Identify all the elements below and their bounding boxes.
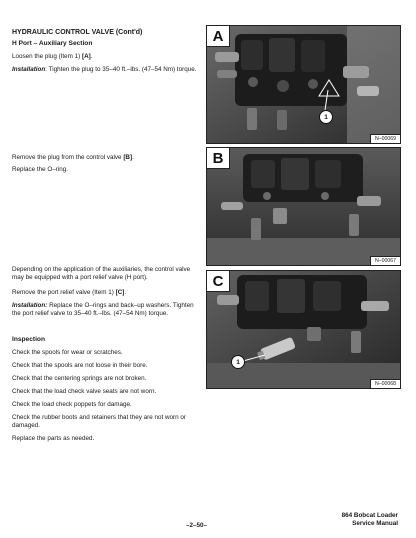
step-text-end: . — [90, 53, 93, 60]
step-text-end: . — [132, 154, 134, 161]
figure-a-photo — [206, 25, 401, 144]
step-text: Remove the port relief valve (Item 1) — [12, 289, 116, 296]
installation-label: Installation: — [12, 302, 48, 309]
step-text-end: . — [124, 289, 127, 296]
inspection-item: Check that the centering springs are not broken. — [12, 375, 147, 382]
step-install-plug — [12, 66, 204, 74]
figure-code-b: N–00067 — [370, 256, 400, 265]
footer-model — [342, 512, 398, 527]
footer-model-name: 864 Bobcat Loader — [341, 512, 398, 519]
page-title: HYDRAULIC CONTROL VALVE (Cont'd) — [12, 29, 143, 36]
inspection-item: Check the rubber boots and retainers that they are not worn or damaged. — [12, 414, 186, 429]
inspection-heading: Inspection — [12, 336, 45, 343]
control-valve-photo-a — [207, 26, 400, 143]
inspection-item: Check the spools for wear or scratches. — [12, 349, 123, 356]
page-number: –2–50– — [186, 522, 208, 529]
figure-b-photo — [206, 147, 401, 266]
step-text: Loosen the plug (Item 1) — [12, 53, 83, 60]
inspection-item: Replace the parts as needed. — [12, 435, 95, 442]
installation-label: Installation — [12, 66, 46, 73]
figure-letter-c: C — [207, 271, 230, 292]
figure-code-c: N–00068 — [370, 379, 400, 388]
figure-c-photo — [206, 270, 401, 389]
step-text: : Tighten the plug to 35–40 ft.–lbs. (47–54 Nm) torque. — [45, 66, 197, 73]
figure-letter-a: A — [207, 26, 230, 47]
figure-code-a: N–00069 — [370, 134, 400, 143]
step-depending-note: Depending on the application of the auxiliaries, the control valve may be equipped with a port relief valve (H port). — [12, 266, 191, 281]
footer-manual-name: Service Manual — [352, 519, 398, 527]
step-replace-oring: Replace the O–ring. — [12, 166, 69, 173]
control-valve-photo-b — [207, 148, 400, 265]
step-text: Replace the O–rings and back–up washers. Tighten the port relief valve to 35–40 ft.–lbs. (47–54 Nm) torque. — [12, 302, 194, 317]
callout-1: 1 — [319, 110, 333, 124]
figure-ref: [C] — [115, 289, 125, 296]
step-install-relief-valve — [12, 302, 196, 318]
inspection-item: Check that the spools are not loose in their bore. — [12, 362, 148, 369]
section-subtitle: H Port – Auxiliary Section — [12, 40, 93, 47]
figure-ref: [A] — [82, 53, 91, 60]
inspection-item: Check the load check poppets for damage. — [12, 401, 132, 408]
figure-ref: [B] — [123, 154, 133, 161]
step-loosen-plug — [12, 53, 204, 61]
step-text: Remove the plug from the control valve — [12, 154, 124, 161]
inspection-item: Check that the load check valve seats are not worn. — [12, 388, 157, 395]
step-remove-plug — [12, 154, 204, 162]
figure-letter-b: B — [207, 148, 230, 169]
control-valve-photo-c — [207, 271, 400, 388]
step-remove-relief-valve — [12, 289, 204, 297]
callout-1: 1 — [231, 355, 245, 369]
